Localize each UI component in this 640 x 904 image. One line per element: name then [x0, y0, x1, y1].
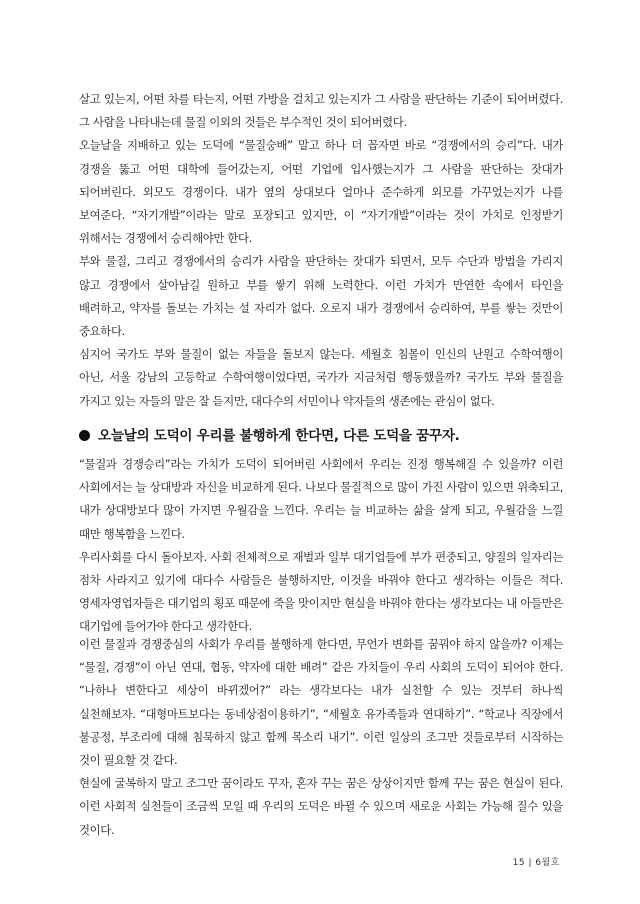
paragraph: 부와 물질, 그리고 경쟁에서의 승리가 사람을 판단하는 잣대가 되면서, 모두 수단과 방법을 가리지 않고 경쟁에서 살아남길 원하고 부를 쌓기 위해 노력한다. 이런 가치가 만연한 속에서 타인을 배려하고, 약자를 돌보는 가치는 설 자리가 없다. 오로지 내가 경쟁에서 승리하여, 부를 쌓는 것만이 중요하다.: [79, 254, 563, 339]
section-heading: [79, 426, 579, 446]
paragraph: “물질과 경쟁승리”라는 가치가 도덕이 되어버린 사회에서 우리는 진정 행복해질 수 있을까? 이런 사회에서는 늘 상대방과 자신을 비교하게 된다. 나보다 물질적으로 많이 가진 사람이 있으면 위축되고, 내가 상대방보다 많이 가지면 우월감을 느낀다. 우리는 늘 비교하는 삶을 살게 되고, 우월감을 느낄 때만 행복함을 느낀다.: [79, 457, 563, 541]
body-text-bottom: [79, 633, 563, 842]
bullet-icon: [79, 430, 90, 441]
paragraph: 현실에 굴복하지 말고 조그만 꿈이라도 꾸자, 혼자 꾸는 꿈은 상상이지만 함께 꾸는 꿈은 현실이 된다. 이런 사회적 실천들이 조금씩 모일 때 우리의 도덕은 바뀔 수 있으며 새로운 사회는 가능해 질수 있을 것이다.: [79, 776, 563, 837]
body-text-middle: [79, 453, 563, 639]
body-text-top: [79, 88, 563, 413]
page-footer: 15 | 6월호: [512, 858, 560, 868]
section-heading-text: 오늘날의 도덕이 우리를 불행하게 한다면, 다른 도덕을 꿈꾸자.: [98, 428, 460, 444]
paragraph: 이런 물질과 경쟁중심의 사회가 우리를 불행하게 한다면, 무언가 변화를 꿈꿔야 하지 않을까? 이제는 “물질, 경쟁”이 아닌 연대, 협동, 약자에 대한 배려” 같은 가치들이 우리 사회의 도덕이 되어야 한다. “나하나 변한다고 세상이 바뀌겠어?” 라는 생각보다는 내가 실천할 수 있는 것부터 하나씩 실천해보자. “대형마트보다는 동네상점이용하기”, “세월호 유가족들과 연대하기”. “학교나 직장에서 불공정, 부조리에 대해 침묵하지 않고 함께 목소리 내기”. 이런 일상의 조그만 것들로부터 시작하는 것이 필요할 것 같다.: [79, 637, 563, 768]
paragraph: 심지어 국가도 부와 물질이 없는 자들을 돌보지 않는다. 세월호 침몰이 인신의 난원고 수학여행이 아닌, 서울 강남의 고등학교 수학여행이었다면, 국가가 지금처럼 행동했을까? 국가도 부와 물질을 가지고 있는 자들의 말은 잘 듣지만, 대다수의 서민이나 약자들의 생존에는 관심이 없다.: [79, 347, 563, 408]
paragraph: 오늘날을 지배하고 있는 도덕에 “물질숭배” 말고 하나 더 꼽자면 바로 “경쟁에서의 승리”다. 내가 경쟁을 뚫고 어떤 대학에 들어갔는지, 어떤 기업에 입사했는지가 그 사람을 판단하는 잣대가 되어버린다. 외모도 경쟁이다. 내가 옆의 상대보다 얼마나 준수하게 외모를 가꾸었는지가 나를 보여준다. “자기개발”이라는 말로 포장되고 있지만, 이 “자기개발”이라는 것이 가치로 인정받기 위해서는 경쟁에서 승리해야만 한다.: [79, 138, 563, 246]
paragraph: 살고 있는지, 어떤 차를 타는지, 어떤 가방을 걸치고 있는지가 그 사람을 판단하는 기준이 되어버렸다. 그 사람을 나타내는데 물질 이외의 것들은 부수적인 것이 되어버렸다.: [79, 92, 563, 130]
paragraph: 우리사회를 다시 돌아보자. 사회 전체적으로 재벌과 일부 대기업들에 부가 편중되고, 양질의 일자리는 점차 사라지고 있기에 대다수 사람들은 불행하지만, 이것을 바꿔야 한다고 생각하는 이들은 적다. 영세자영업자들은 대기업의 횡포 때문에 죽을 맛이지만 현실을 바꿔야 한다는 생각보다는 내 아들만은 대기업에 들어가야 한다고 생각한다.: [79, 549, 563, 634]
